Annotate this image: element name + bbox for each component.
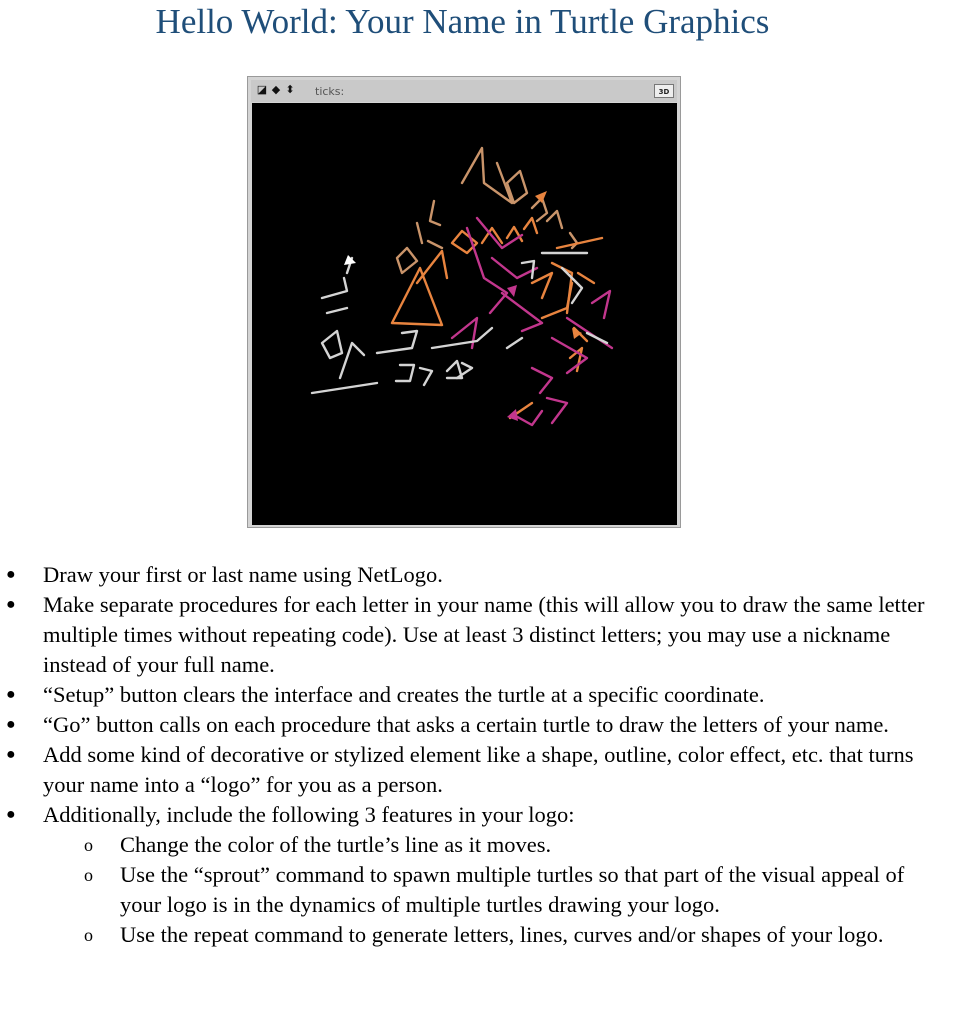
edit-icon[interactable]: ◪ (256, 83, 268, 96)
letters-orange (392, 218, 602, 418)
sub-bullet-dot: o (84, 925, 93, 945)
bullet-dot: ● (6, 596, 16, 613)
bullet-item (0, 680, 965, 710)
bullet-item (0, 710, 965, 740)
sub-bullet-text: Change the color of the turtle’s line as it moves. (120, 832, 552, 857)
bullet-text: Additionally, include the following 3 features in your logo: (43, 802, 575, 827)
sub-bullet-item (0, 830, 965, 860)
bullet-text: “Go” button calls on each procedure that asks a certain turtle to draw the letters of your name. (43, 712, 889, 737)
bullet-item (0, 590, 965, 680)
bullet-dot: ● (6, 716, 16, 733)
bullet-dot: ● (6, 566, 16, 583)
bullet-dot: ● (6, 746, 16, 763)
sub-bullet-text: Use the “sprout” command to spawn multiple turtles so that part of the visual appeal of your logo is in the dynamics of multiple turtles drawing your logo. (120, 862, 905, 917)
up-down-arrows-icon[interactable]: ⬍ (285, 83, 295, 96)
turtle-canvas (252, 103, 677, 525)
bullet-text: “Setup” button clears the interface and creates the turtle at a specific coordinate. (43, 682, 765, 707)
bullet-dot: ● (6, 806, 16, 823)
ticks-label: ticks: (315, 85, 345, 98)
letters-tan (397, 148, 577, 273)
letters-gray (312, 253, 607, 393)
bullet-text: Make separate procedures for each letter in your name (this will allow you to draw the same letter multiple times without repeating code). Use at least 3 distinct letters; you may use a nickname instead of your full name. (43, 592, 925, 677)
letters-magenta (452, 218, 612, 425)
sub-bullet-item (0, 860, 965, 920)
bullet-text: Add some kind of decorative or stylized element like a shape, outline, color effect, etc. that turns your name into a “logo” for you as a person. (43, 742, 914, 797)
left-right-arrows-icon[interactable]: ◆ (271, 83, 281, 96)
sub-bullet-text: Use the repeat command to generate letters, lines, curves and/or shapes of your logo. (120, 922, 884, 947)
bullet-item (0, 560, 965, 590)
sub-bullet-dot: o (84, 835, 93, 855)
bullet-dot: ● (6, 686, 16, 703)
bullet-item (0, 740, 965, 800)
sub-bullet-dot: o (84, 865, 93, 885)
bullet-item (0, 800, 965, 830)
3d-button[interactable]: 3D (654, 84, 674, 98)
instructions-list (0, 560, 965, 950)
view-toolbar (251, 80, 677, 102)
bullet-list (0, 560, 965, 950)
page-title: Hello World: Your Name in Turtle Graphics (155, 2, 770, 41)
turtle-drawing (252, 103, 677, 525)
bullet-text: Draw your first or last name using NetLogo. (43, 562, 443, 587)
sub-bullet-item (0, 920, 965, 950)
netlogo-view (247, 76, 681, 528)
